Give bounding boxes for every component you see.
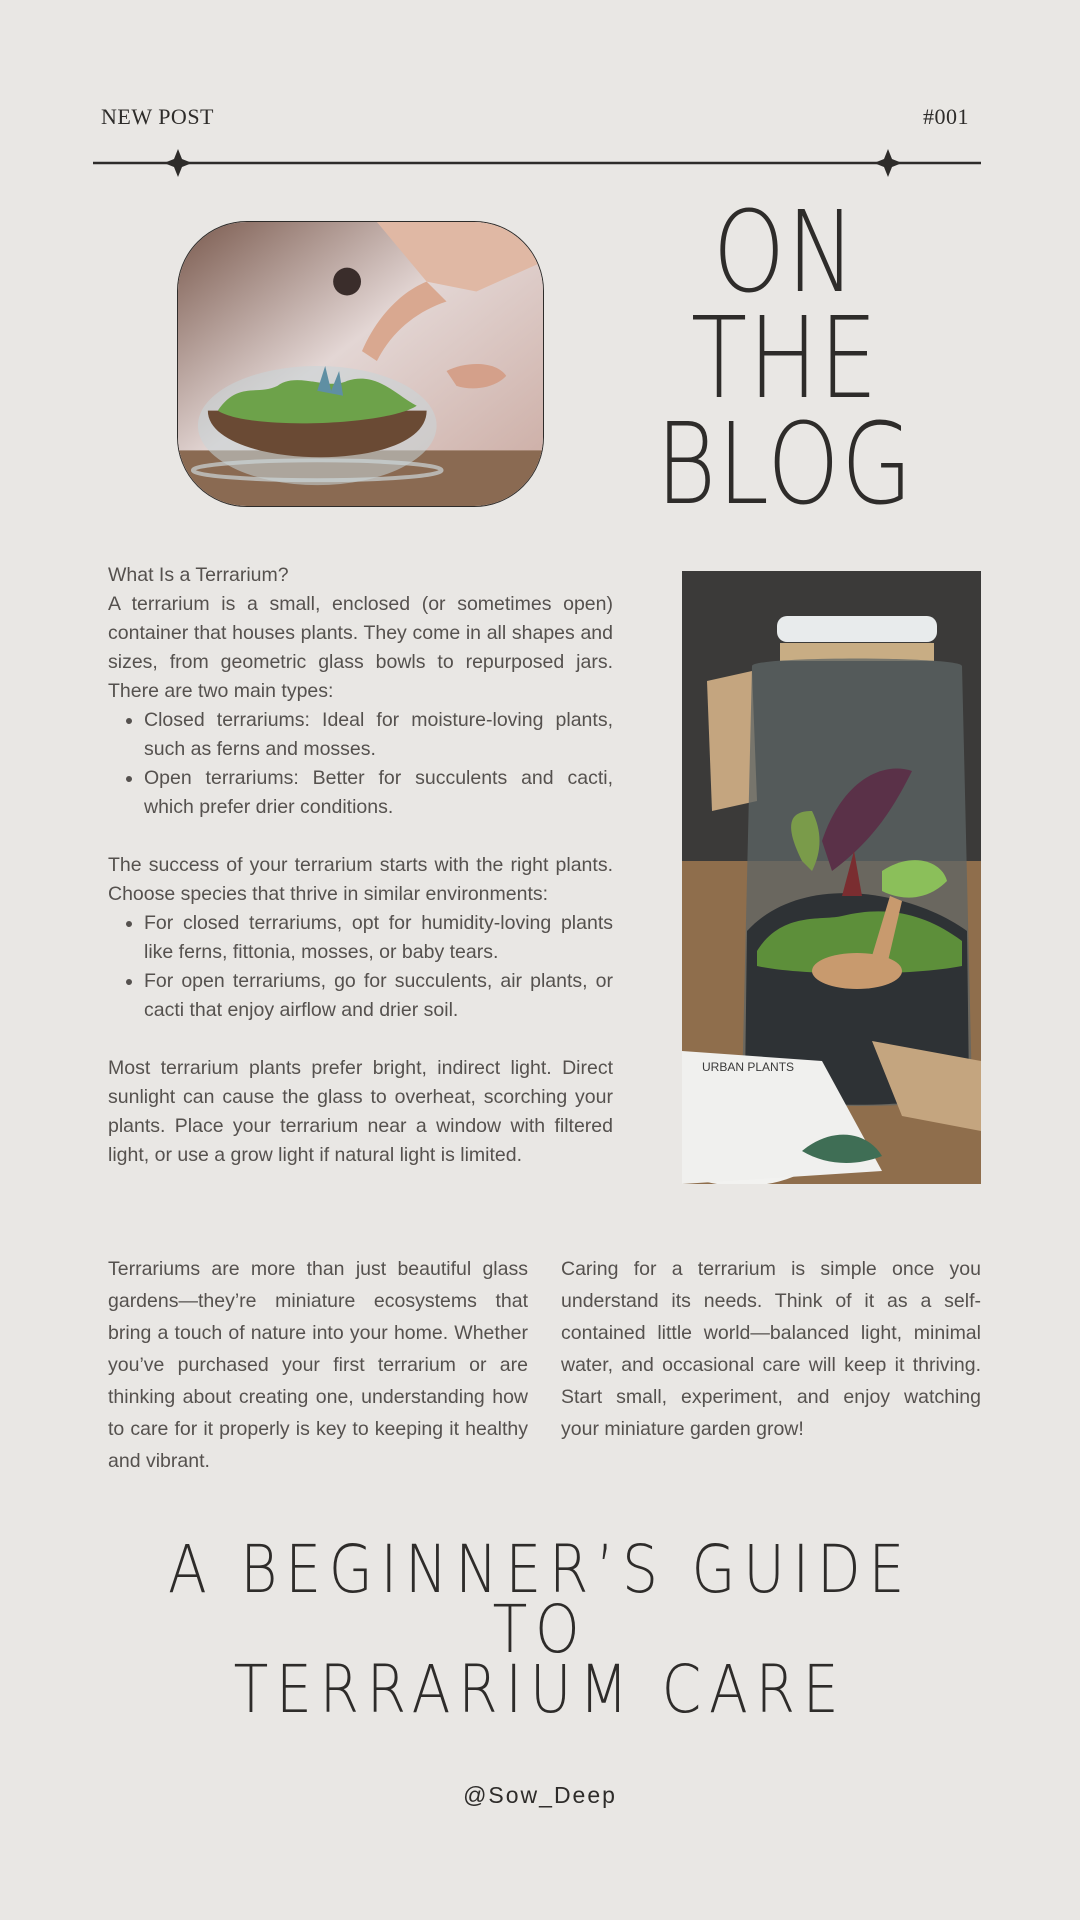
header-divider <box>93 145 981 185</box>
guide-title-line-2: TERRARIUM CARE <box>233 1651 847 1728</box>
on-the-blog-title <box>633 188 936 530</box>
social-handle: @Sow_Deep <box>463 1782 617 1808</box>
blog-title-line-1: ON <box>712 188 858 318</box>
plants-list <box>144 909 613 1025</box>
blog-title-line-2: THE <box>690 294 880 424</box>
intro-column-right: Caring for a terrarium is simple once you understand its needs. Think of it as a self-contained little world—balanced light, minimal water, and occasional care will keep it thriving. Start small, experiment, and enjoy watching your miniature garden grow! <box>561 1258 981 1440</box>
terrarium-jar-photo <box>682 571 981 1184</box>
new-post-label: NEW POST <box>101 104 214 129</box>
photo-card-label: URBAN PLANTS <box>702 1060 795 1074</box>
article-body <box>108 561 613 1170</box>
terrarium-bowl-photo <box>177 221 544 507</box>
list-item: • For open terrariums, go for succulents, air plants, or cacti that enjoy airflow and drier soil. <box>144 967 613 1025</box>
terrarium-types-list <box>144 706 613 822</box>
article-intro: A terrarium is a small, enclosed (or sometimes open) container that houses plants. They come in all shapes and sizes, from geometric glass bowls to repurposed jars. There are two main types: <box>108 593 613 702</box>
guide-title-line-1: A BEGINNER’S GUIDE TO <box>167 1531 913 1668</box>
blog-title-line-3: BLOG <box>655 400 915 530</box>
light-paragraph: Most terrarium plants prefer bright, indirect light. Direct sunlight can cause the glass to overheat, scorching your plants. Place your terrarium near a window with filtered light, or use a grow light if natural light is limited. <box>108 1057 613 1166</box>
list-item: • Closed terrariums: Ideal for moisture-loving plants, such as ferns and mosses. <box>144 706 613 764</box>
plants-intro: The success of your terrarium starts with the right plants. Choose species that thrive in similar environments: <box>108 854 613 905</box>
guide-title <box>127 1531 953 1728</box>
list-item: • Open terrariums: Better for succulents and cacti, which prefer drier conditions. <box>144 764 613 822</box>
article-heading: What Is a Terrarium? <box>108 564 289 586</box>
sparkle-left-icon <box>164 149 192 177</box>
list-item: • For closed terrariums, opt for humidity-loving plants like ferns, fittonia, mosses, or baby tears. <box>144 909 613 967</box>
intro-column-left: Terrariums are more than just beautiful glass gardens—they’re miniature ecosystems that bring a touch of nature into your home. Whether you’ve purchased your first terrarium or are thinking about creating one, understanding how to care for it properly is key to keeping it healthy and vibrant. <box>108 1258 528 1472</box>
sparkle-right-icon <box>874 149 902 177</box>
post-number: #001 <box>923 104 969 129</box>
